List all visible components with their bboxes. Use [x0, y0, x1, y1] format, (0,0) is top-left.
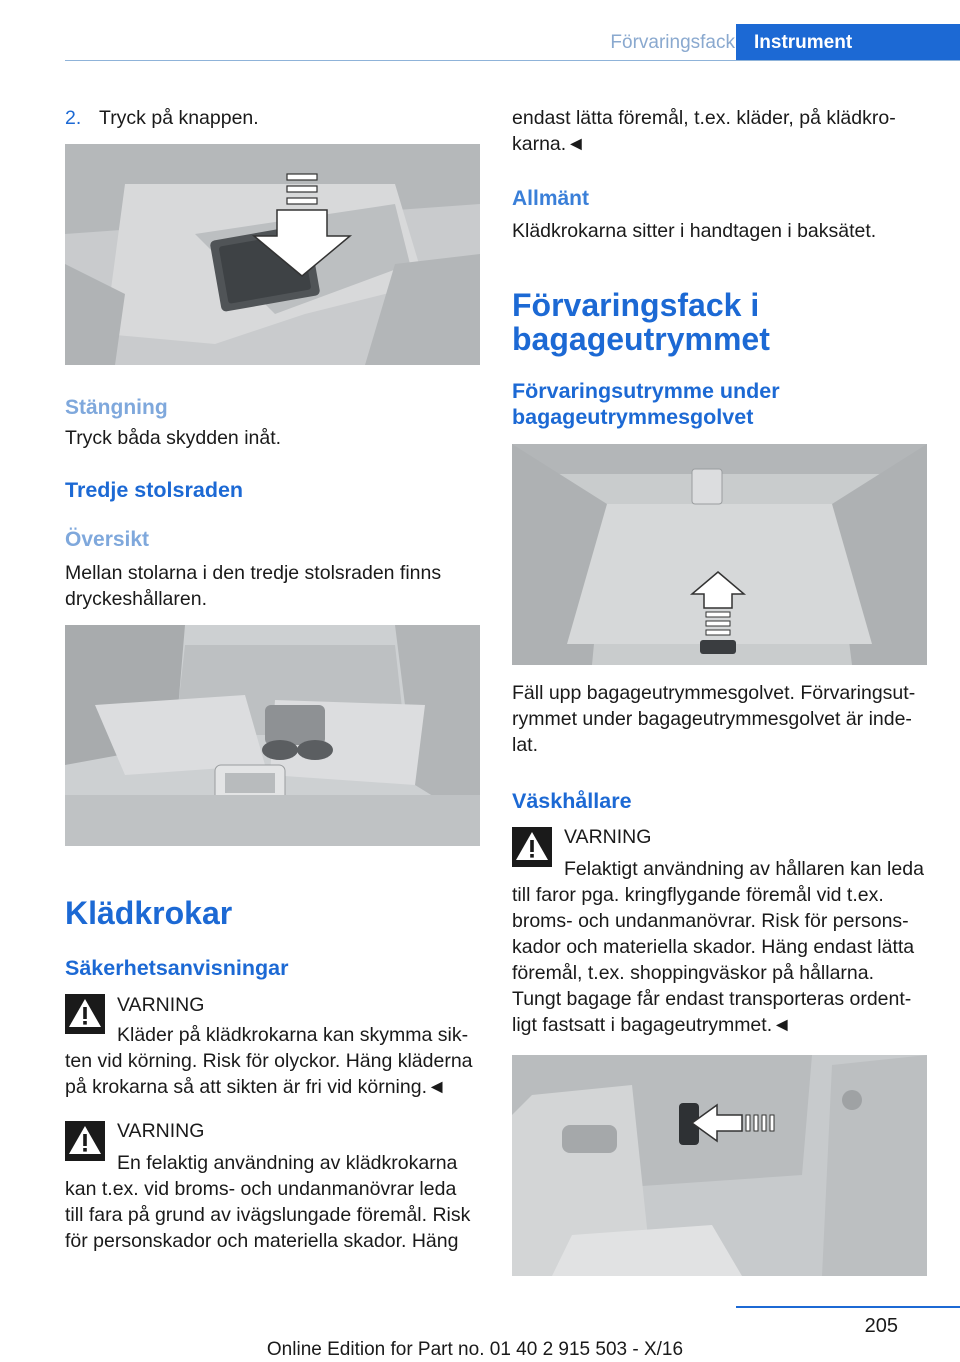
warning-2-title: VARNING — [117, 1120, 205, 1142]
third-row-heading: Tredje stolsraden — [65, 478, 244, 502]
warning-3-title: VARNING — [564, 826, 652, 848]
general-heading: Allmänt — [512, 187, 590, 210]
warning-2-line: kan t.ex. vid broms- och undanmanövrar leda — [65, 1178, 457, 1200]
under-floor-heading-line-1: Förvaringsutrymme under — [512, 379, 780, 403]
warning-icon — [512, 827, 552, 867]
trunk-floor-photo — [512, 444, 927, 665]
warning-3-line: Tungt bagage får endast transporteras ordent- — [512, 988, 912, 1010]
continued-line-2: karna.◄ — [512, 133, 586, 155]
warning-2-line: till fara på grund av ivägslungade föremål. Risk — [65, 1204, 471, 1226]
bag-holder-photo — [512, 1055, 927, 1276]
armrest-button-photo — [65, 144, 480, 365]
page-number: 205 — [864, 1315, 898, 1337]
hooks-heading: Klädkrokar — [65, 895, 233, 931]
overview-heading: Översikt — [65, 528, 150, 551]
warning-1-line: på krokarna så att sikten är fri vid körning.◄ — [65, 1076, 447, 1098]
warning-2-line: för personskador och materiella skador. Häng — [65, 1230, 459, 1252]
floor-text-line: rymmet under bagageutrymmesgolvet är inde- — [512, 708, 912, 730]
warning-1-line: Kläder på klädkrokarna kan skymma sik- — [117, 1024, 469, 1046]
warning-icon — [65, 994, 105, 1034]
step-number: 2. — [65, 107, 82, 129]
storage-heading-line-2: bagageutrymmet — [512, 321, 770, 357]
header-chapter-tab: Instrument — [736, 24, 960, 61]
step-text: Tryck på knappen. — [99, 107, 259, 129]
bag-holder-heading: Väskhållare — [512, 789, 632, 813]
header-section-title: Förvaringsfack — [610, 32, 735, 53]
storage-heading-line-1: Förvaringsfack i — [512, 287, 760, 323]
overview-line-1: Mellan stolarna i den tredje stolsraden finns — [65, 562, 442, 584]
warning-icon — [65, 1121, 105, 1161]
footer-rule — [736, 1306, 960, 1308]
continued-line-1: endast lätta föremål, t.ex. kläder, på klädkro- — [512, 107, 896, 129]
safety-heading: Säkerhetsanvisningar — [65, 956, 289, 980]
header-rule — [65, 60, 960, 61]
closing-text: Tryck båda skydden inåt. — [65, 427, 282, 449]
closing-heading: Stängning — [65, 396, 168, 419]
warning-3-line: broms- och undanmanövrar. Risk för persons- — [512, 910, 909, 932]
general-text: Klädkrokarna sitter i handtagen i baksätet. — [512, 220, 877, 242]
cupholder-photo — [65, 625, 480, 846]
warning-3-line: föremål, t.ex. shoppingväskor på hållarna. — [512, 962, 875, 984]
warning-3-line: kador och materiella skador. Häng endast lätta — [512, 936, 915, 958]
under-floor-heading-line-2: bagageutrymmesgolvet — [512, 405, 754, 429]
floor-text-line: Fäll upp bagageutrymmesgolvet. Förvaringsut- — [512, 682, 916, 704]
warning-1-title: VARNING — [117, 994, 205, 1016]
warning-3-line: ligt fastsatt i bagageutrymmet.◄ — [512, 1014, 792, 1036]
warning-3-line: till faror pga. kringflygande föremål vid t.ex. — [512, 884, 884, 906]
footer-edition: Online Edition for Part no. 01 40 2 915 503 - X/16 — [266, 1339, 684, 1360]
floor-text-line: lat. — [512, 734, 539, 756]
warning-3-line: Felaktigt användning av hållaren kan leda — [564, 858, 924, 880]
warning-1-line: ten vid körning. Risk för olyckor. Häng kläderna — [65, 1050, 473, 1072]
overview-line-2: dryckeshållaren. — [65, 588, 207, 610]
warning-2-line: En felaktig användning av klädkrokarna — [117, 1152, 458, 1174]
